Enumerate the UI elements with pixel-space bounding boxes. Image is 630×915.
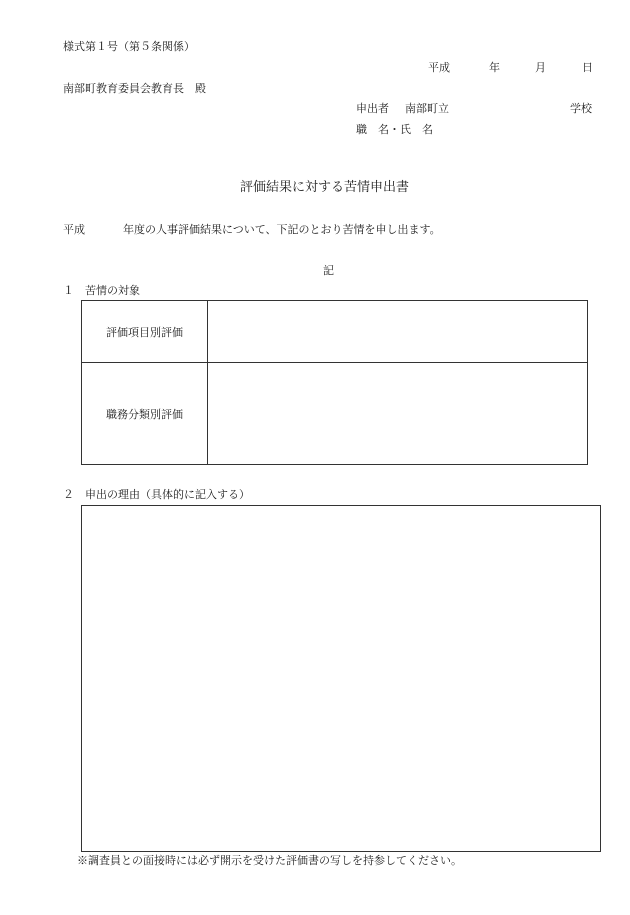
item-evaluation-field[interactable] — [208, 301, 588, 363]
footnote: ※調査員との面接時には必ず開示を受けた評価書の写しを持参してください。 — [77, 854, 462, 867]
date-day-label: 日 — [582, 61, 593, 74]
complaint-target-table — [81, 300, 588, 465]
item-evaluation-label: 評価項目別評価 — [82, 301, 208, 363]
applicant-label: 申出者 — [356, 102, 389, 115]
table-row — [82, 301, 588, 363]
document-title: 評価結果に対する苦情申出書 — [240, 180, 410, 195]
date-year-label: 年 — [489, 61, 500, 74]
form-number: 様式第１号（第５条関係） — [63, 40, 195, 53]
duty-evaluation-field[interactable] — [208, 363, 588, 465]
applicant-town: 南部町立 — [405, 102, 449, 115]
reason-field[interactable] — [81, 505, 601, 852]
date-month-label: 月 — [535, 61, 546, 74]
intro-era: 平成 — [63, 223, 85, 236]
table-row — [82, 363, 588, 465]
position-name-label: 職 名・氏 名 — [356, 123, 433, 136]
intro-text: 年度の人事評価結果について、下記のとおり苦情を申し出ます。 — [123, 223, 441, 236]
ki-heading: 記 — [323, 264, 334, 277]
section1-heading: １ 苦情の対象 — [63, 284, 140, 297]
section2-heading: ２ 申出の理由（具体的に記入する） — [63, 488, 250, 501]
duty-evaluation-label: 職務分類別評価 — [82, 363, 208, 465]
date-era: 平成 — [428, 61, 450, 74]
addressee: 南部町教育委員会教育長 殿 — [63, 82, 206, 95]
applicant-school-label: 学校 — [570, 102, 592, 115]
